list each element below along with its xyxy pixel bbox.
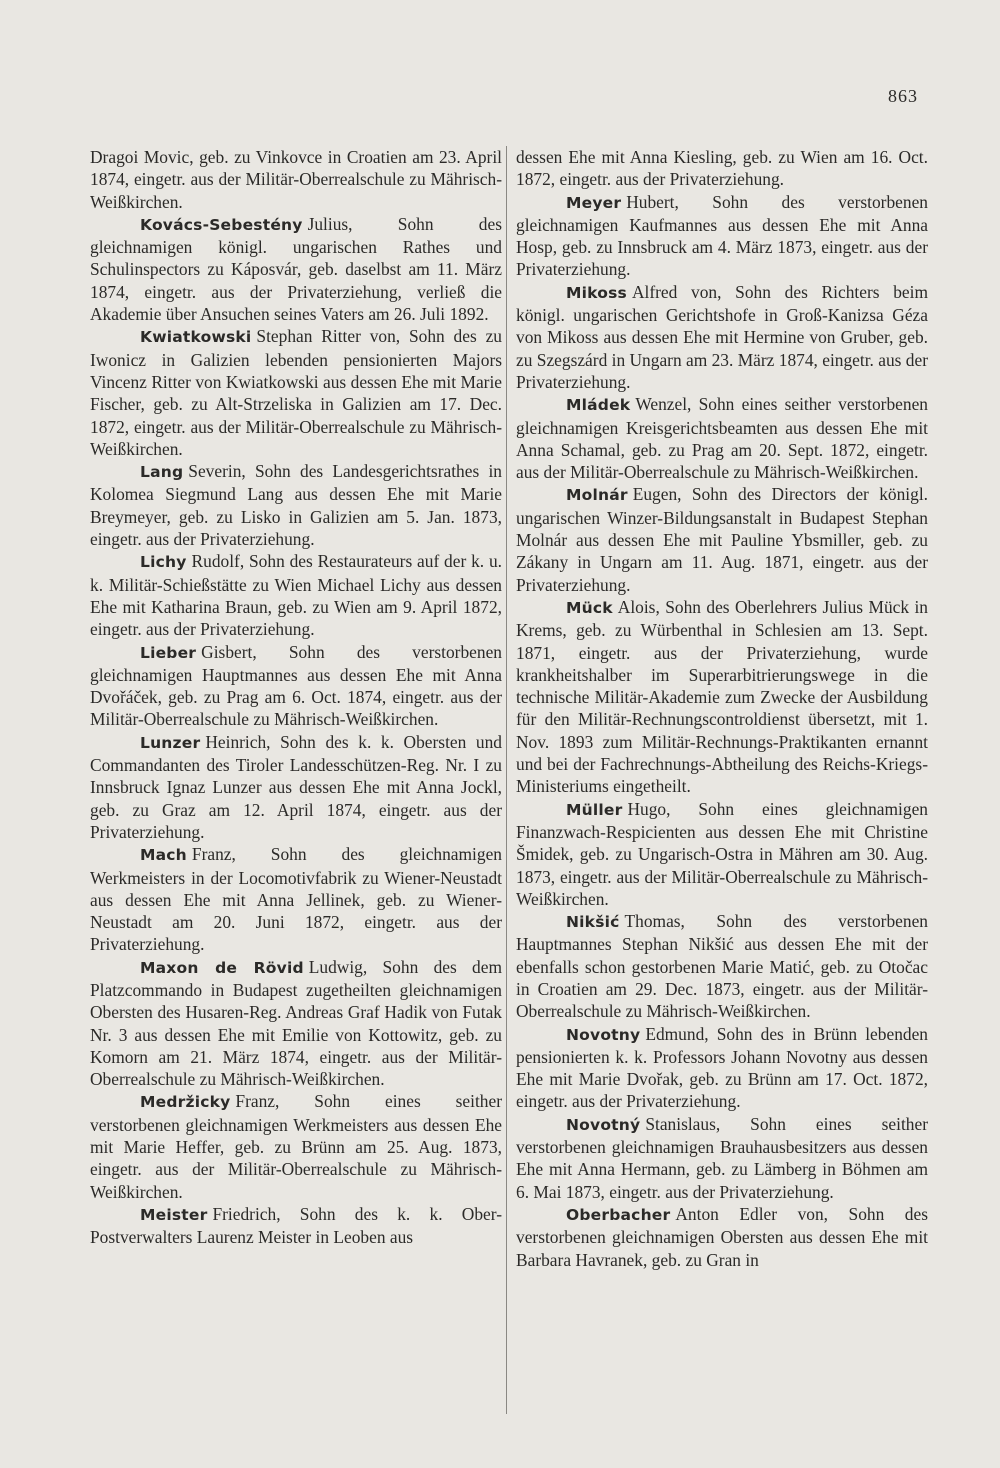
entry-surname: Mach bbox=[140, 846, 187, 865]
register-entry bbox=[516, 596, 928, 798]
entry-surname: Lang bbox=[140, 463, 184, 482]
register-entry bbox=[90, 550, 502, 640]
entry-surname: Mück bbox=[566, 598, 613, 617]
right-column bbox=[516, 146, 928, 1271]
entry-text: Thomas, Sohn des verstorbenen Hauptmannes Stephan Nikšić aus dessen Ehe mit der ebenfalls schon gestorbenen Marie Matić, geb. zu Otočac in Croatien am 29. Dec. 1873, eingetr. aus der Militär-Oberrealschule zu Mährisch-Weißkirchen. bbox=[516, 911, 928, 1022]
entry-text: Rudolf, Sohn des Restaurateurs auf der k. u. k. Militär-Schießstätte zu Wien Michael Lichy aus dessen Ehe mit Katharina Braun, geb. zu Wien am 9. April 1872, eingetr. aus der Privaterziehung. bbox=[90, 551, 502, 640]
entry-text: dessen Ehe mit Anna Kiesling, geb. zu Wien am 16. Oct. 1872, eingetr. aus der Privaterziehung. bbox=[516, 147, 928, 190]
register-entry bbox=[516, 798, 928, 910]
entry-text: Severin, Sohn des Landesgerichtsrathes in Kolomea Siegmund Lang aus dessen Ehe mit Marie Breymeyer, geb. zu Lisko in Galizien am 5. Jan. 1873, eingetr. aus der Privaterziehung. bbox=[90, 461, 502, 550]
register-entry bbox=[516, 1023, 928, 1113]
entry-text: Wenzel, Sohn eines seither verstorbenen gleichnamigen Kreisgerichtsbeamten aus dessen Ehe mit Anna Schamal, geb. zu Prag am 20. Sept. 1872, eingetr. aus der Militär-Oberrealschule zu Mährisch-Weißkirchen. bbox=[516, 394, 928, 483]
register-entry bbox=[90, 460, 502, 550]
entry-surname: Maxon de Rövid bbox=[140, 958, 304, 977]
register-entry bbox=[90, 325, 502, 460]
entry-surname: Nikšić bbox=[566, 913, 620, 932]
entry-surname: Mikoss bbox=[566, 283, 627, 302]
entry-text: Ludwig, Sohn des dem Platzcommando in Budapest zugetheilten gleichnamigen Obersten des Husaren-Reg. Andreas Graf Hadik von Futak Nr. 3 aus dessen Ehe mit Emilie von Kottowitz, geb. zu Komorn am 21. März 1874, eingetr. aus der Militär-Oberrealschule zu Mährisch-Weißkirchen. bbox=[90, 956, 502, 1090]
entry-text: Anton Edler von, Sohn des verstorbenen gleichnamigen Obersten aus dessen Ehe mit Barbara Havranek, geb. zu Gran in bbox=[516, 1203, 928, 1270]
entry-text: Eugen, Sohn des Directors der königl. ungarischen Winzer-Bildungsanstalt in Budapest Stephan Molnár aus dessen Ehe mit Pauline Ybsmiller, geb. zu Zákany in Ungarn am 11. Aug. 1871, eingetr. aus der Privaterziehung. bbox=[516, 484, 928, 595]
register-entry bbox=[516, 1113, 928, 1203]
register-entry bbox=[516, 1203, 928, 1271]
register-entry bbox=[90, 731, 502, 843]
entry-surname: Kwiatkowski bbox=[140, 328, 252, 347]
register-entry bbox=[516, 393, 928, 483]
entry-text: Stanislaus, Sohn eines seither verstorbenen gleichnamigen Brauhausbesitzers aus dessen Ehe mit Anna Hermann, geb. zu Lämberg in Böhmen am 6. Mai 1873, eingetr. aus der Privaterziehung. bbox=[516, 1113, 928, 1202]
entry-surname: Lunzer bbox=[140, 733, 201, 752]
register-entry bbox=[516, 146, 928, 191]
entry-surname: Lichy bbox=[140, 553, 187, 572]
entry-text: Julius, Sohn des gleichnamigen königl. ungarischen Rathes und Schulinspectors zu Káposvár, geb. daselbst am 11. März 1874, eingetr. aus der Privaterziehung, verließ die Akademie über Ansuchen seines Vaters am 26. Juli 1892. bbox=[90, 213, 502, 325]
entry-text: Hugo, Sohn eines gleichnamigen Finanzwach-Respicienten aus dessen Ehe mit Christine Šmidek, geb. zu Ungarisch-Ostra in Mähren am 30. Aug. 1873, eingetr. aus der Militär-Oberrealschule zu Mährisch-Weißkirchen. bbox=[516, 798, 928, 909]
register-entry bbox=[90, 1090, 502, 1202]
entry-text: Franz, Sohn eines seither verstorbenen gleichnamigen Werkmeisters aus dessen Ehe mit Marie Heffer, geb. zu Brünn am 25. Aug. 1873, eingetr. aus der Militär-Oberrealschule zu Mährisch-Weißkirchen. bbox=[90, 1091, 502, 1202]
entry-surname: Mládek bbox=[566, 396, 631, 415]
register-entry bbox=[90, 1203, 502, 1249]
entry-surname: Lieber bbox=[140, 643, 197, 662]
register-entry bbox=[90, 641, 502, 731]
entry-text: Heinrich, Sohn des k. k. Obersten und Commandanten des Tiroler Landesschützen-Reg. Nr. I zu Innsbruck Ignaz Lunzer aus dessen Ehe mit Anna Jockl, geb. zu Graz am 12. April 1874, eingetr. aus der Privaterziehung. bbox=[90, 731, 502, 842]
entry-text: Gisbert, Sohn des verstorbenen gleichnamigen Hauptmannes aus dessen Ehe mit Anna Dvořáček, geb. zu Prag am 6. Oct. 1874, eingetr. aus der Militär-Oberrealschule zu Mährisch-Weißkirchen. bbox=[90, 641, 502, 730]
entry-surname: Novotný bbox=[566, 1115, 641, 1134]
left-column bbox=[90, 146, 502, 1249]
entry-text: Friedrich, Sohn des k. k. Ober-Postverwalters Laurenz Meister in Leoben aus bbox=[90, 1203, 502, 1248]
entry-surname: Müller bbox=[566, 800, 623, 819]
entry-text: Hubert, Sohn des verstorbenen gleichnamigen Kaufmannes aus dessen Ehe mit Anna Hosp, geb. zu Innsbruck am 4. März 1873, eingetr. aus der Privaterziehung. bbox=[516, 191, 928, 280]
entry-surname: Molnár bbox=[566, 486, 628, 505]
register-entry bbox=[516, 191, 928, 281]
entry-surname: Meyer bbox=[566, 193, 622, 212]
entry-surname: Medržicky bbox=[140, 1093, 231, 1112]
register-entry bbox=[90, 843, 502, 955]
register-entry bbox=[516, 281, 928, 393]
entry-text: Edmund, Sohn des in Brünn lebenden pensionierten k. k. Professors Johann Novotny aus dessen Ehe mit Marie Dvořak, geb. zu Brünn am 17. Oct. 1872, eingetr. aus der Privaterziehung. bbox=[516, 1023, 928, 1112]
entry-text: Stephan Ritter von, Sohn des zu Iwonicz in Galizien lebenden pensionierten Majors Vincenz Ritter von Kwiatkowski aus dessen Ehe mit Marie Fischer, geb. zu Alt-Strzeliska in Galizien am 17. Dec. 1872, eingetr. aus der Militär-Oberrealschule zu Mährisch-Weißkirchen. bbox=[90, 326, 502, 459]
entry-text: Alfred von, Sohn des Richters beim königl. ungarischen Gerichtshofe in Groß-Kanizsa Géza von Mikoss aus dessen Ehe mit Hermine von Gruber, geb. zu Szegszárd in Ungarn am 23. März 1874, eingetr. aus der Privaterziehung. bbox=[516, 281, 928, 392]
register-entry bbox=[90, 213, 502, 325]
entry-surname: Novotny bbox=[566, 1025, 641, 1044]
column-divider bbox=[506, 146, 507, 1414]
register-entry bbox=[516, 910, 928, 1022]
entry-surname: Kovács-Sebestény bbox=[140, 215, 303, 234]
register-entry bbox=[90, 956, 502, 1091]
entry-surname: Meister bbox=[140, 1205, 208, 1224]
entry-text: Alois, Sohn des Oberlehrers Julius Mück in Krems, geb. zu Würbenthal in Schlesien am 13. Sept. 1871, eingetr. aus der Privaterziehung, wurde krankheitshalber im Superarbitrierungswege in die technische Militär-Akademie zum Zwecke der Ausbildung für den Militär-Rechnungscontroldienst übersetzt, mit 1. Nov. 1893 zum Militär-Rechnungs-Praktikanten ernannt und bei der Fachrechnungs-Abtheilung des Reichs-Kriegs-Ministeriums eingetheilt. bbox=[516, 596, 928, 797]
register-entry bbox=[90, 146, 502, 213]
register-entry bbox=[516, 483, 928, 595]
entry-text: Franz, Sohn des gleichnamigen Werkmeisters in der Locomotivfabrik zu Wiener-Neustadt aus dessen Ehe mit Anna Jellinek, geb. zu Wiener-Neustadt am 20. Juni 1872, eingetr. aus der Privaterziehung. bbox=[90, 844, 502, 955]
page-number: 863 bbox=[888, 86, 918, 106]
entry-surname: Oberbacher bbox=[566, 1205, 671, 1224]
entry-text: Dragoi Movic, geb. zu Vinkovce in Croatien am 23. April 1874, eingetr. aus der Militär-Oberrealschule zu Mährisch-Weißkirchen. bbox=[90, 147, 502, 212]
